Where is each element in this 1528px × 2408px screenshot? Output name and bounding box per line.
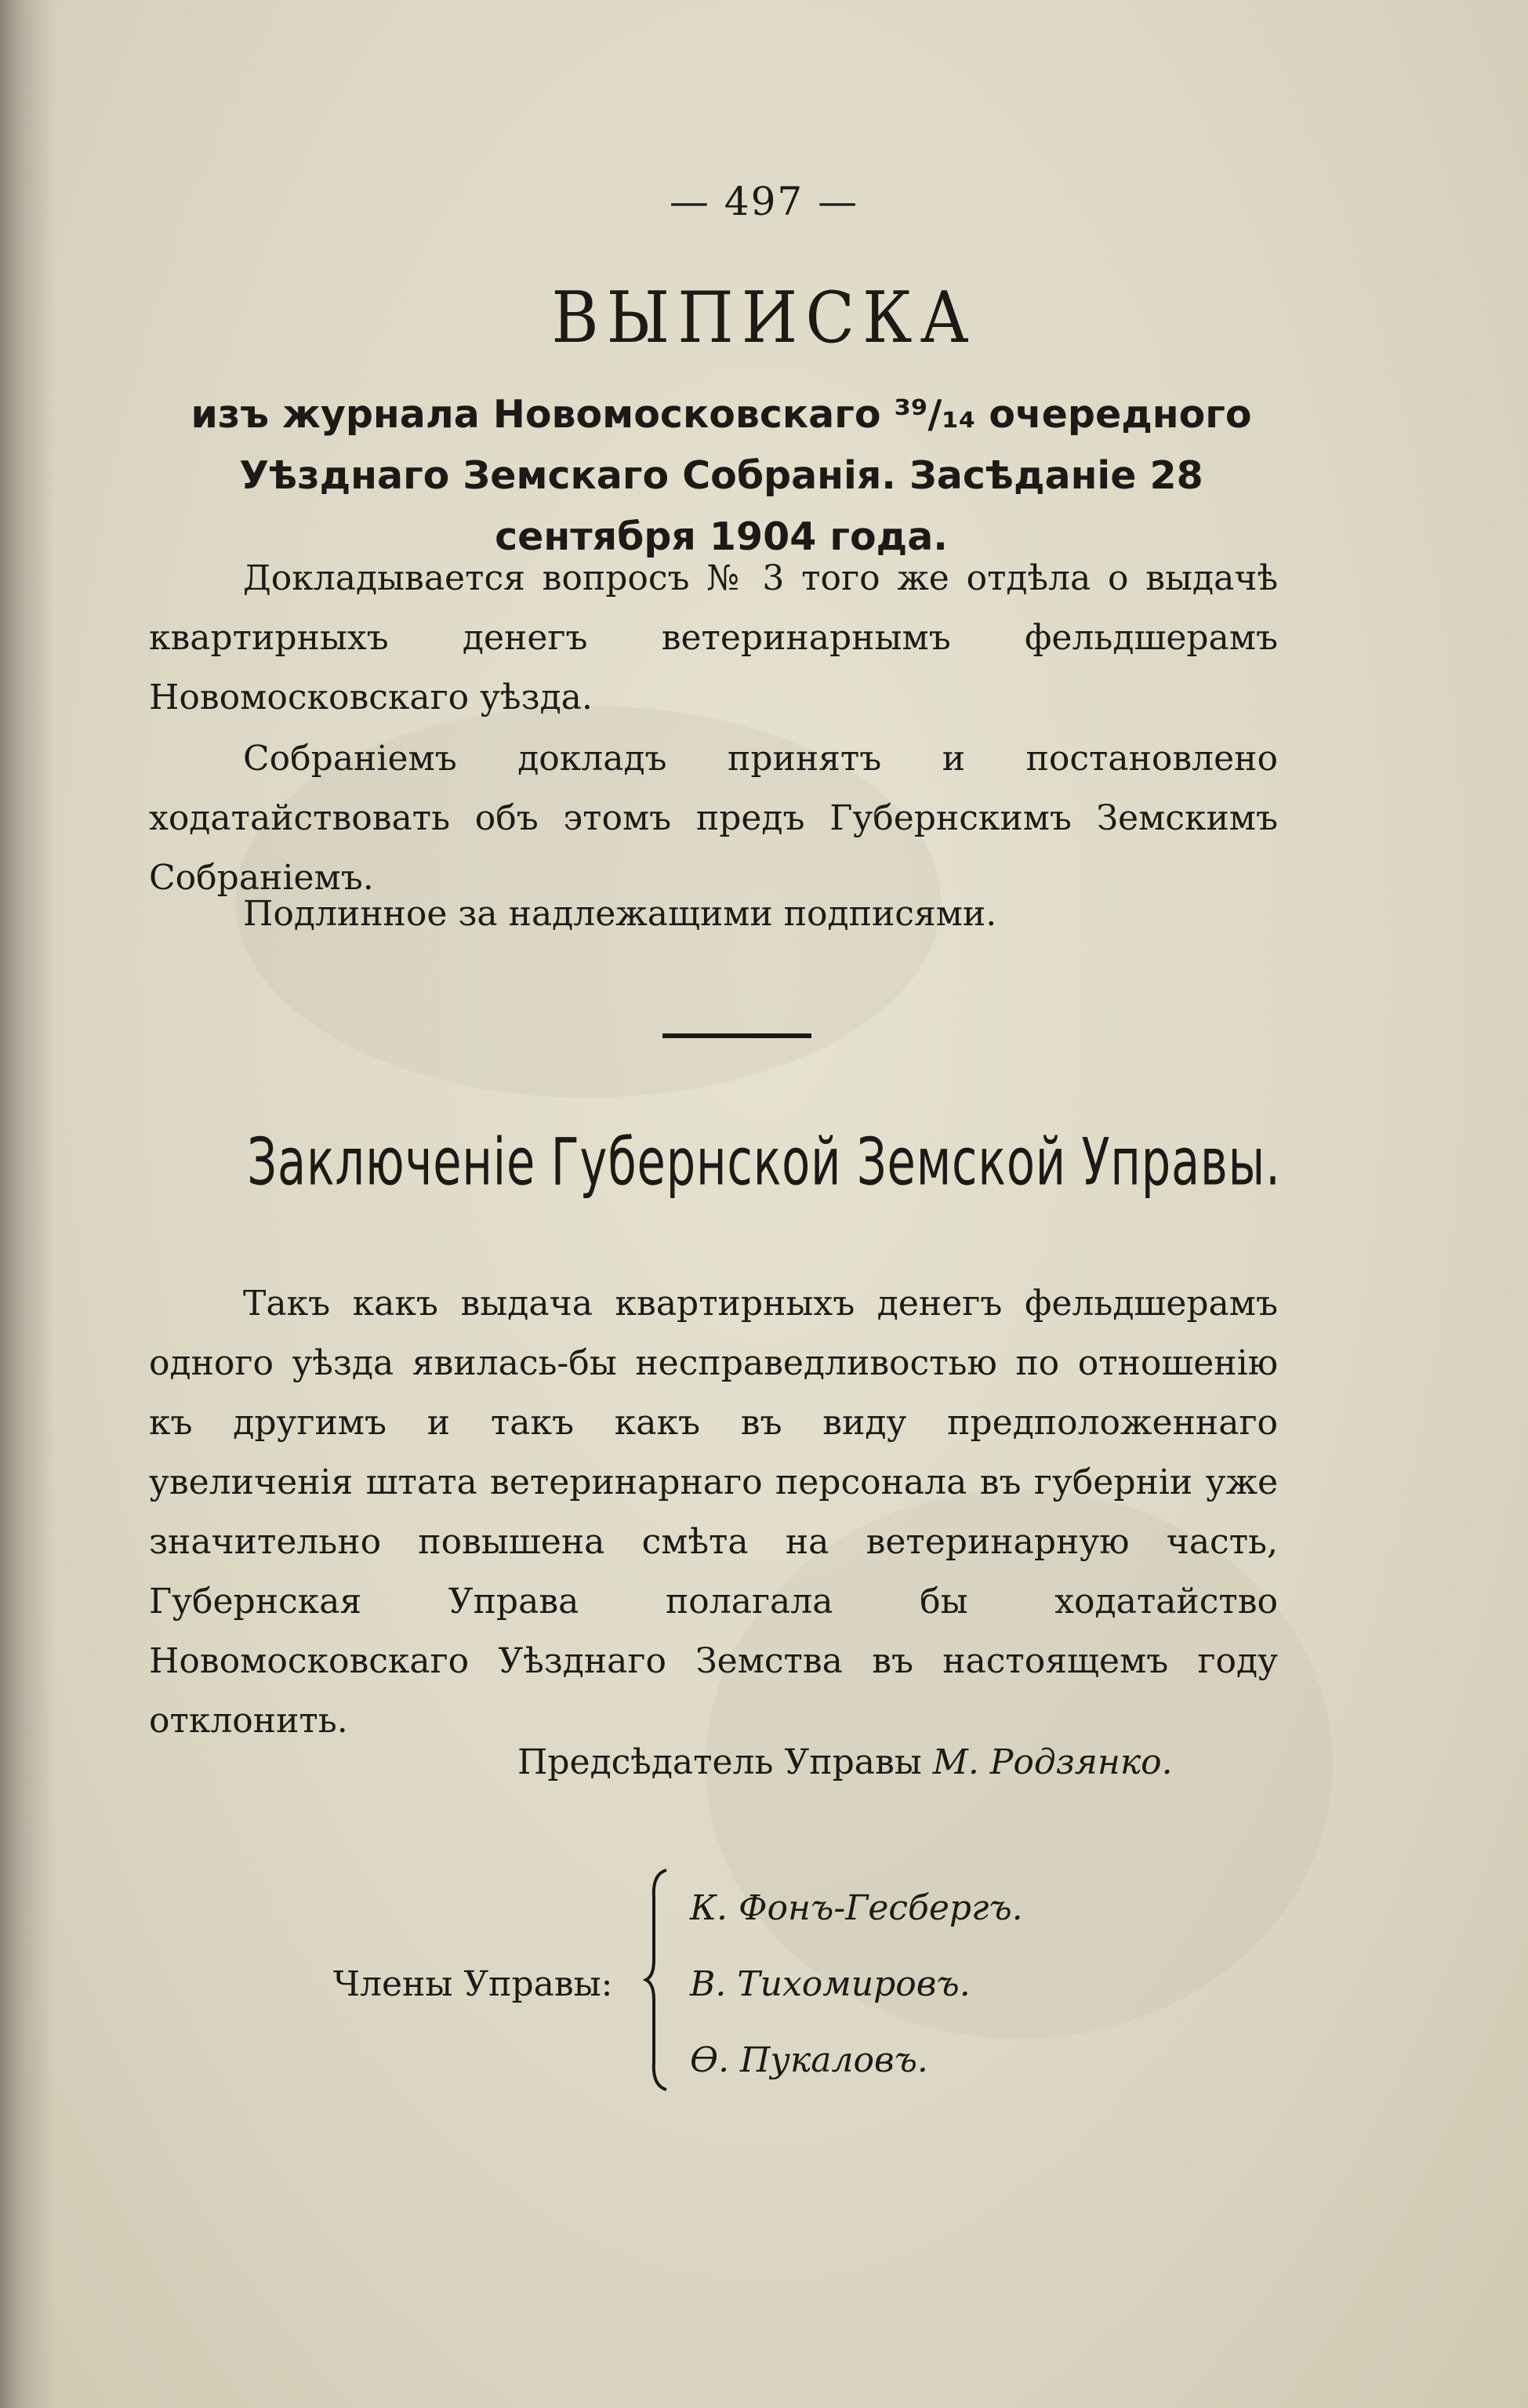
page-edge — [0, 0, 55, 2408]
document-title: ВЫПИСКА — [551, 277, 977, 359]
section-divider — [662, 1033, 811, 1038]
chairman-name: М. Родзянко. — [932, 1742, 1173, 1782]
curly-brace-icon — [643, 1866, 674, 2094]
paragraph-1: Докладывается вопросъ № 3 того же отдѣла о выдачѣ квартирныхъ денегъ ветеринарнымъ фельдшерамъ Новомосковскаго уѣзда. — [149, 558, 1278, 717]
member-name-2: В. Тихомировъ. — [690, 1964, 971, 2004]
chairman-label: Предсѣдатель Управы — [517, 1742, 922, 1782]
section-heading: Заключеніе Губернской Земской Управы. — [247, 1124, 1281, 1200]
member-name-3: Ѳ. Пукаловъ. — [690, 2040, 928, 2080]
document-subtitle: изъ журнала Новомосковскаго ³⁹/₁₄ очередного Уѣзднаго Земскаго Собранія. Засѣданіе 28 сентября 1904 года. — [191, 392, 1252, 559]
paragraph-4: Такъ какъ выдача квартирныхъ денегъ фельдшерамъ одного уѣзда явилась-бы несправедливостью по отношенію къ другимъ и такъ какъ въ виду предположеннаго увеличенія штата ветеринарнаго персонала въ губерніи уже значительно повышена смѣта на ветеринарную часть, Губернская Управа полагала бы ходатайство Новомосковскаго Уѣзднаго Земства въ настоящемъ году отклонить. — [149, 1284, 1278, 1741]
page-number: — 497 — — [669, 179, 859, 224]
chairman-signature — [517, 1742, 1301, 1782]
members-label: Члены Управы: — [333, 1964, 613, 2004]
paragraph-3: Подлинное за надлежащими подписями. — [243, 894, 997, 934]
member-name-1: К. Фонъ-Гесбергъ. — [690, 1888, 1023, 1928]
paragraph-2: Собраніемъ докладъ принятъ и постановлено ходатайствовать объ этомъ предъ Губернскимъ Земскимъ Собраніемъ. — [149, 739, 1278, 898]
